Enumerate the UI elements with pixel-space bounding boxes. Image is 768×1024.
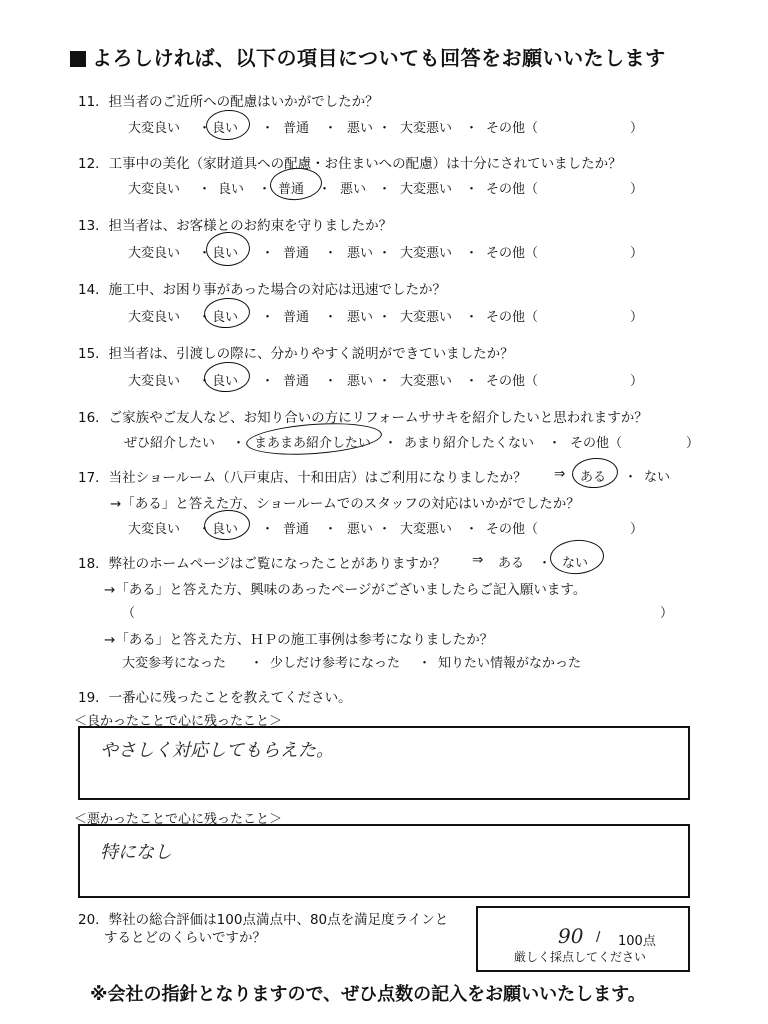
score-slash: / [596,930,601,945]
q16-option-not-really[interactable]: あまり紹介したくない [404,436,535,451]
q16-paren-close: ） [686,436,700,451]
footer-note: ※会社の指針となりますので、ぜひ点数の記入をお願いいたします。 [90,984,646,1005]
q15-option-good[interactable]: 良い [212,374,239,389]
q17-sub-option-normal[interactable]: 普通 [283,522,310,537]
question-13: 13．担当者は、お客様とのお約束を守りましたか？ [78,218,393,234]
q18-sub-question-1: →「ある」と答えた方、興味のあったページがございましたらご記入願います。 [104,582,587,598]
q13-option-bad[interactable]: 悪い [347,246,374,261]
q14-option-very-bad[interactable]: 大変悪い [400,310,453,325]
q14-option-normal[interactable]: 普通 [283,310,310,325]
q18-paren-close: ） [660,606,674,621]
q11-paren-close: ） [630,121,644,136]
q11-selection-circle [205,109,251,142]
question-16: 16．ご家族やご友人など、お知り合いの方にリフォームササキを紹介したいと思われますか？ [78,410,648,426]
q15-option-very-good[interactable]: 大変良い [128,374,181,389]
q16-option-definitely[interactable]: ぜひ紹介したい [124,436,216,451]
arrow-icon: ⇒ [554,466,566,482]
q14-option-good[interactable]: 良い [212,310,239,325]
q18-option-no[interactable]: ない [562,556,589,571]
q15-option-bad[interactable]: 悪い [347,374,374,389]
q18-paren-open: （ [122,606,136,621]
question-18: 18．弊社のホームページはご覧になったことがありますか？ [78,556,446,572]
arrow-icon: ⇒ [472,552,484,568]
score-note: 厳しく採点してください [514,950,647,964]
bad-memory-label: ＜悪かったことで心に残ったこと＞ [74,812,283,827]
q13-option-good[interactable]: 良い [212,246,239,261]
q17-sub-option-other[interactable]: その他（ [486,522,539,537]
q13-option-normal[interactable]: 普通 [283,246,310,261]
score-value: 90 [558,924,584,948]
q12-option-bad[interactable]: 悪い [340,182,367,197]
q18-option-slightly-helpful[interactable]: 少しだけ参考になった [270,656,401,671]
q17-selection-circle [571,456,619,489]
good-memory-box[interactable] [78,726,690,800]
q18-option-very-helpful[interactable]: 大変参考になった [122,656,227,671]
question-15: 15．担当者は、引渡しの際に、分かりやすく説明ができていましたか？ [78,346,514,362]
q11-option-normal[interactable]: 普通 [283,121,310,136]
q17-sub-option-very-good[interactable]: 大変良い [128,522,181,537]
q11-option-other[interactable]: その他（ [486,121,539,136]
question-20-line-2: するとどのくらいですか？ [104,930,266,946]
q18-option-not-helpful[interactable]: 知りたい情報がなかった [438,656,582,671]
q15-option-normal[interactable]: 普通 [283,374,310,389]
q17-option-yes[interactable]: ある [580,470,607,485]
question-12: 12．工事中の美化（家財道具への配慮・お住まいへの配慮）は十分にされていましたか？ [78,156,622,172]
bad-memory-answer: 特になし [100,842,172,863]
q11-option-very-good[interactable]: 大変良い [128,121,181,136]
q16-option-somewhat[interactable]: まあまあ紹介したい [254,436,372,451]
page-title: よろしければ、以下の項目についても回答をお願いいたします [70,42,666,71]
score-max: 100点 [618,934,656,949]
q15-paren-close: ） [630,374,644,389]
q13-selection-circle [205,231,251,268]
q17-sub-option-very-bad[interactable]: 大変悪い [400,522,453,537]
q14-selection-circle [203,296,251,329]
q17-sub-option-bad[interactable]: 悪い [347,522,374,537]
q11-option-good[interactable]: 良い [212,121,239,136]
q13-option-very-good[interactable]: 大変良い [128,246,181,261]
q17-sub-option-good[interactable]: 良い [212,522,239,537]
q18-option-yes[interactable]: ある [498,556,525,571]
q12-option-good[interactable]: 良い [218,182,245,197]
q12-option-other[interactable]: その他（ [486,182,539,197]
q17-sub-paren-close: ） [630,522,644,537]
score-box[interactable] [476,906,690,972]
q17-sub-question: →「ある」と答えた方、ショールームでのスタッフの対応はいかがでしたか？ [110,496,580,512]
bad-memory-box[interactable] [78,824,690,898]
q17-sub-selection-circle [203,508,251,541]
q11-option-bad[interactable]: 悪い [347,121,374,136]
q13-option-other[interactable]: その他（ [486,246,539,261]
question-17: 17．当社ショールーム（八戸東店、十和田店）はご利用になりましたか？ [78,470,527,486]
q11-option-very-bad[interactable]: 大変悪い [400,121,453,136]
q12-option-very-bad[interactable]: 大変悪い [400,182,453,197]
q13-option-very-bad[interactable]: 大変悪い [400,246,453,261]
q12-paren-close: ） [630,182,644,197]
q15-selection-circle [203,360,251,393]
q15-option-very-bad[interactable]: 大変悪い [400,374,453,389]
q12-option-very-good[interactable]: 大変良い [128,182,181,197]
q18-selection-circle [549,538,605,576]
good-memory-answer: やさしく対応してもらえた。 [100,740,334,761]
q13-paren-close: ） [630,246,644,261]
q18-sub-question-2: →「ある」と答えた方、ＨＰの施工事例は参考になりましたか？ [104,632,494,648]
question-14: 14．施工中、お困り事があった場合の対応は迅速でしたか？ [78,282,447,298]
q17-option-no[interactable]: ない [644,470,671,485]
q16-option-other[interactable]: その他（ [570,436,623,451]
q15-option-other[interactable]: その他（ [486,374,539,389]
q14-option-bad[interactable]: 悪い [347,310,374,325]
q14-paren-close: ） [630,310,644,325]
q14-option-other[interactable]: その他（ [486,310,539,325]
question-20-line-1: 20．弊社の総合評価は100点満点中、80点を満足度ラインと [78,912,449,928]
question-11: 11．担当者のご近所への配慮はいかがでしたか？ [78,94,379,110]
square-bullet-icon [70,51,86,67]
q12-option-normal[interactable]: 普通 [278,182,305,197]
question-19: 19．一番心に残ったことを教えてください。 [78,690,352,706]
good-memory-label: ＜良かったことで心に残ったこと＞ [74,714,283,729]
q14-option-very-good[interactable]: 大変良い [128,310,181,325]
